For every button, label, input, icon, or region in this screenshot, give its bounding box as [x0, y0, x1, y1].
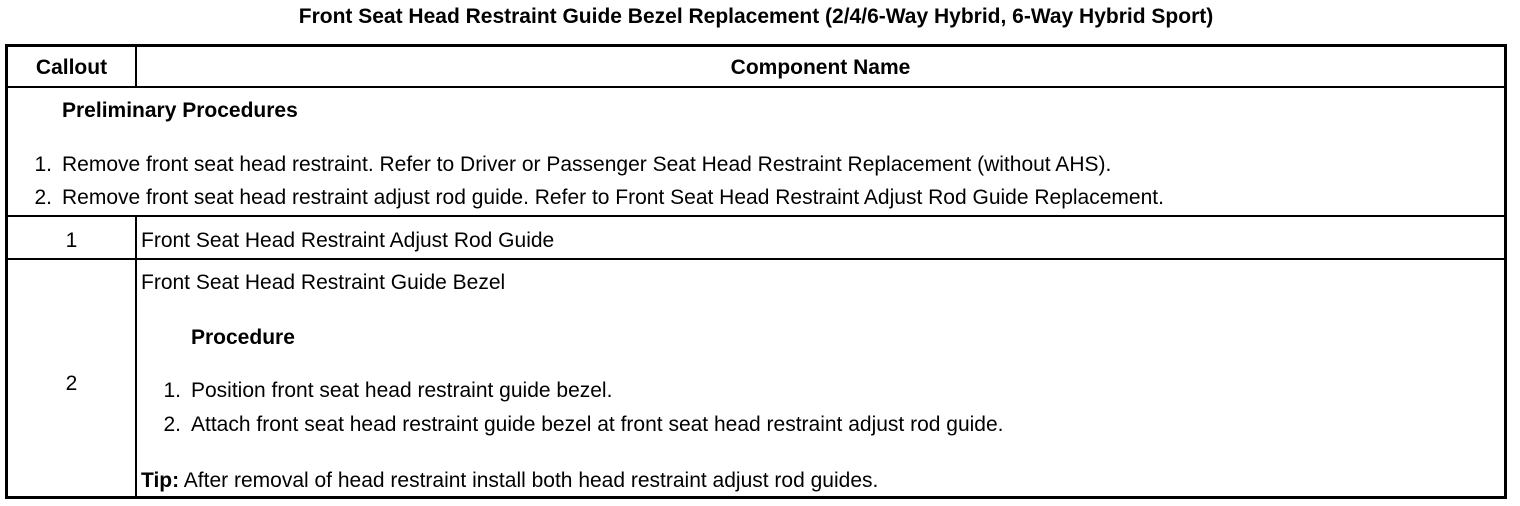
procedure-step-number: 1. [163, 379, 181, 402]
header-divider [8, 86, 1504, 88]
procedure-step-text: Position front seat head restraint guide bezel. [191, 379, 613, 402]
procedure-step-number: 2. [163, 413, 181, 436]
tip-note [141, 469, 878, 493]
header-component-name: Component Name [730, 56, 911, 79]
row-divider [8, 258, 1504, 260]
tip-text: After removal of head restraint install both head restraint adjust rod guides. [179, 469, 879, 492]
column-divider-body [135, 216, 137, 496]
preliminary-step-text: Remove front seat head restraint adjust rod guide. Refer to Front Seat Head Restraint Adjust Rod Guide Replacement. [62, 186, 1164, 209]
component-table [5, 44, 1507, 499]
preliminary-heading: Preliminary Procedures [62, 99, 298, 122]
procedure-step-text: Attach front seat head restraint guide bezel at front seat head restraint adjust rod guide. [191, 413, 1004, 436]
preliminary-step-number: 2. [34, 186, 52, 209]
row-callout: 2 [65, 372, 78, 395]
header-callout: Callout [35, 56, 108, 79]
page-title: Front Seat Head Restraint Guide Bezel Replacement (2/4/6-Way Hybrid, 6-Way Hybrid Sport) [298, 5, 1214, 28]
row-component-name: Front Seat Head Restraint Guide Bezel [141, 271, 506, 294]
row-callout: 1 [65, 229, 78, 252]
tip-label: Tip: [141, 469, 180, 492]
preliminary-step-number: 1. [34, 153, 52, 176]
row-component-name: Front Seat Head Restraint Adjust Rod Guide [141, 229, 555, 252]
preliminary-step-text: Remove front seat head restraint. Refer to Driver or Passenger Seat Head Restraint Replacement (without AHS). [62, 153, 1112, 176]
preliminary-divider [8, 215, 1504, 217]
procedure-heading: Procedure [191, 326, 295, 349]
